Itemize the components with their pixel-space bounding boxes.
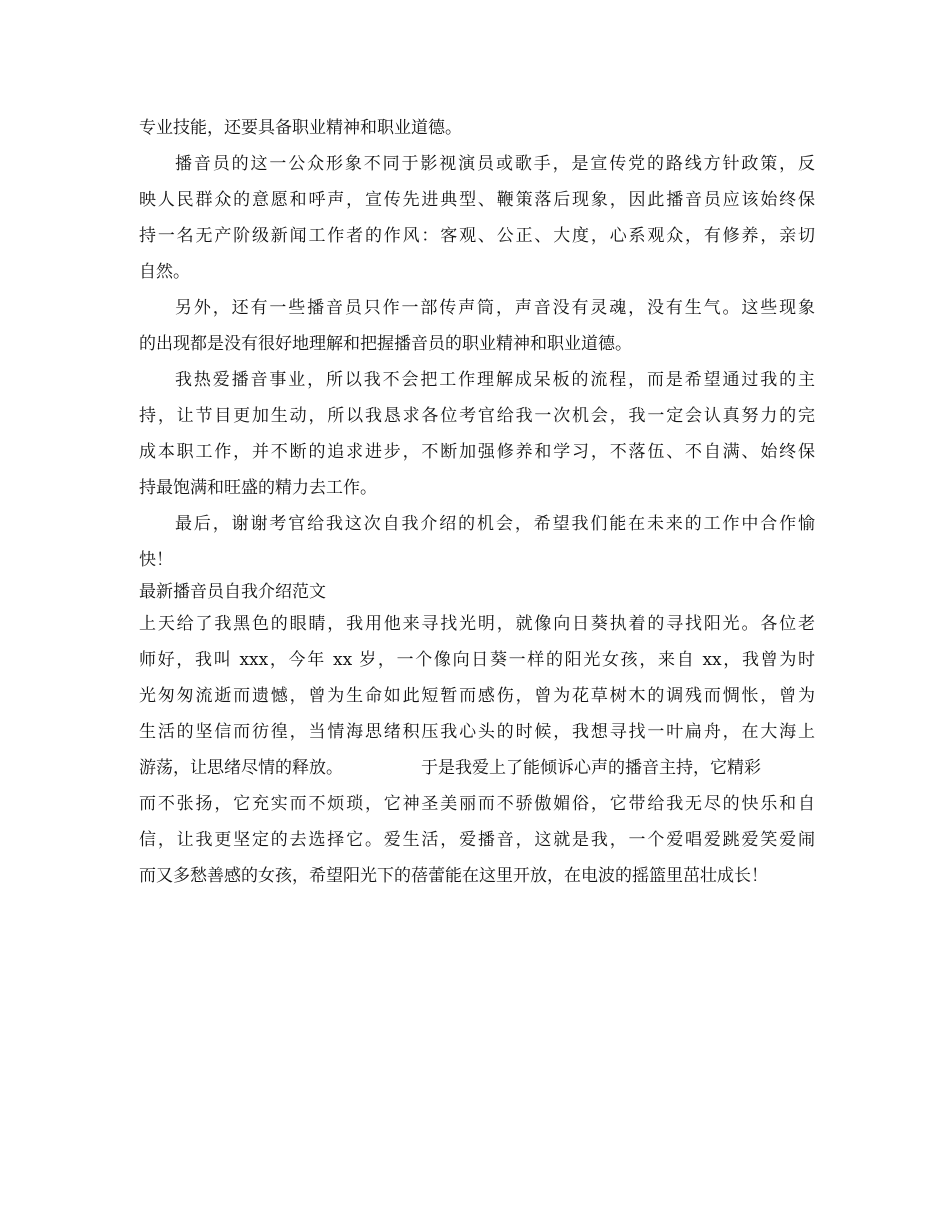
paragraph-4-line-4: 持最饱满和旺盛的精力去工作。 [139,478,377,498]
paragraph-1-line-1: 专业技能，还要具备职业精神和职业道德。 [139,118,462,138]
paragraph-2-line-4: 自然。 [139,262,190,282]
paragraph-2-line-1: 播音员的这一公众形象不同于影视演员或歌手，是宣传党的路线方针政策，反 [175,154,815,174]
paragraph-6-line-6: 而不张扬，它充实而不烦琐，它神圣美丽而不骄傲媚俗，它带给我无尽的快乐和自 [139,794,815,814]
section-title: 最新播音员自我介绍范文 [139,582,326,602]
paragraph-6-line-5 [139,750,815,786]
paragraph-5-line-2: 快！ [139,550,173,570]
paragraph-4-line-3: 成本职工作，并不断的追求进步，不断加强修养和学习，不落伍、不自满、始终保 [139,442,815,462]
paragraph-2-line-2: 映人民群众的意愿和呼声，宣传先进典型、鞭策落后现象，因此播音员应该始终保 [139,190,815,210]
paragraph-6-line-5-part-2: 于是我爱上了能倾诉心声的播音主持，它精彩 [421,758,761,778]
paragraph-3-line-2: 的出现都是没有很好地理解和把握播音员的职业精神和职业道德。 [139,334,632,354]
paragraph-4-line-1: 我热爱播音事业，所以我不会把工作理解成呆板的流程，而是希望通过我的主 [175,370,815,390]
paragraph-6-line-4: 生活的坚信而彷徨，当情海思绪积压我心头的时候，我想寻找一叶扁舟，在大海上 [139,722,815,742]
paragraph-6-line-8: 而又多愁善感的女孩，希望阳光下的蓓蕾能在这里开放，在电波的摇篮里茁壮成长！ [139,866,768,886]
paragraph-6-line-5-part-1: 游荡，让思绪尽情的释放。 [139,758,343,778]
paragraph-6-line-7: 信，让我更坚定的去选择它。爱生活，爱播音，这就是我，一个爱唱爱跳爱笑爱闹 [139,830,815,850]
document-page [139,110,815,894]
paragraph-6-line-1: 上天给了我黑色的眼睛，我用他来寻找光明，就像向日葵执着的寻找阳光。各位老 [139,614,815,634]
paragraph-6-line-3: 光匆匆流逝而遗憾，曾为生命如此短暂而感伤，曾为花草树木的调残而惆怅，曾为 [139,686,815,706]
paragraph-3-line-1: 另外，还有一些播音员只作一部传声筒，声音没有灵魂，没有生气。这些现象 [175,298,815,318]
paragraph-5-line-1: 最后，谢谢考官给我这次自我介绍的机会，希望我们能在未来的工作中合作愉 [175,514,815,534]
paragraph-4-line-2: 持，让节目更加生动，所以我恳求各位考官给我一次机会，我一定会认真努力的完 [139,406,815,426]
paragraph-2-line-3: 持一名无产阶级新闻工作者的作风：客观、公正、大度，心系观众，有修养，亲切 [139,226,815,246]
paragraph-6-line-2: 师好，我叫 xxx，今年 xx 岁，一个像向日葵一样的阳光女孩，来自 xx，我曾为时 [139,650,815,670]
